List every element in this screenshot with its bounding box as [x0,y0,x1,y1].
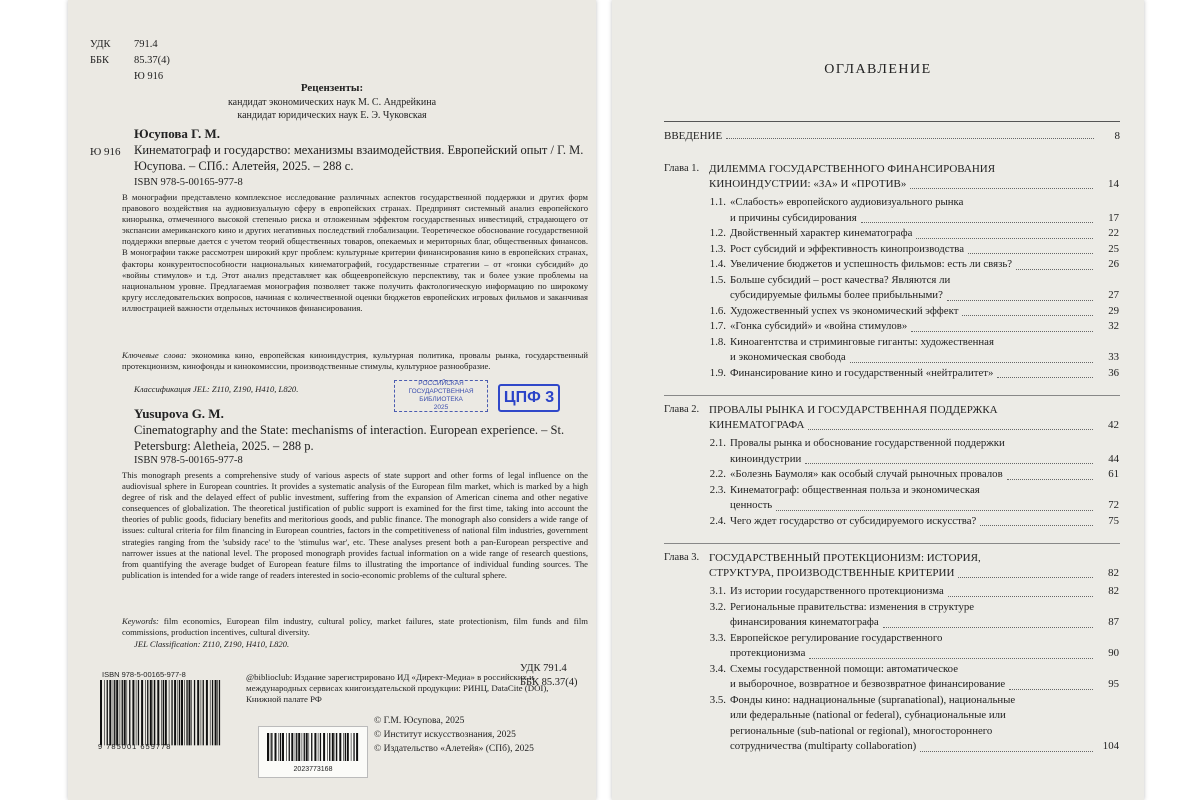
keywords-en-text: film economics, European film industry, cultural policy, market failures, state protectionism, film funds and film commissions, production incentives, cultural diversity. [122,616,588,638]
toc-item-page: 87 [1108,616,1119,628]
toc-item-title: сотрудничества (multiparty collaboration) [730,740,917,752]
leader-dots [726,130,1094,139]
leader-dots [861,211,1093,224]
toc-item-title: Больше субсидий – рост качества? Являются ли [730,273,951,286]
chapter-label: Глава 2. [664,404,700,415]
toc-item-number: 1.7. [709,320,726,332]
toc-item-page: 29 [1108,304,1119,317]
toc-item-line [709,646,1119,662]
bbk-key: ББК [90,55,110,66]
toc-item-number: 3.4. [709,662,726,675]
leader-dots [968,242,1093,255]
chapter-title-text: КИНОИНДУСТРИИ: «ЗА» И «ПРОТИВ» [709,178,907,190]
toc-item-title: Европейское регулирование государственного [730,631,943,644]
toc-item-line [709,350,1119,366]
author-ru: Юсупова Г. М. [134,126,220,141]
leader-dots [947,288,1093,301]
toc-item-line [709,242,1119,258]
toc-item-number: 1.8. [709,335,726,348]
toc-item-page: 90 [1108,647,1119,659]
toc-item-row [709,452,1119,468]
keywords-en-label: Keywords: [122,616,159,626]
toc-item-title: или федеральные (national or federal), субнациональные или [730,709,1006,721]
toc-item-row [709,242,1119,258]
copyright-author: © Г.М. Юсупова, 2025 [374,716,465,726]
toc-item-line [709,211,1119,227]
toc-item-row [709,350,1119,366]
toc-item-number: 1.6. [709,304,726,317]
toc-item-page: 44 [1108,452,1119,465]
copyright-institute: © Институт искусствознания, 2025 [374,730,516,740]
toc-item-title: Киноагентства и стриминговые гиганты: художественная [730,335,994,348]
toc-item-title: Рост субсидий и эффективность кинопроизводства [730,242,965,255]
toc-item-title: и причины субсидирования [730,211,857,224]
toc-item-page: 17 [1108,211,1119,224]
toc-item-row [709,739,1119,755]
chapter-title-line: ДИЛЕММА ГОСУДАРСТВЕННОГО ФИНАНСИРОВАНИЯ [709,163,996,175]
toc-item-line [709,724,1119,740]
toc-item-line [709,708,1119,724]
toc-item-row [709,319,1119,335]
toc-item-title: «Болезнь Баумоля» как особый случай рыночных провалов [730,468,1003,480]
toc-item-number: 1.9. [709,366,726,379]
leader-dots [920,739,1093,752]
toc-item-title: «Слабость» европейского аудиовизуального рынка [730,196,964,208]
toc-item-row [709,708,1119,724]
leader-dots [805,452,1093,465]
keywords-en [122,616,588,638]
leader-dots [808,418,1093,430]
keywords-ru-label: Ключевые слова: [122,350,187,360]
toc-item-row [709,335,1119,351]
bbk-value: 85.37(4) [134,55,170,66]
udk-block [90,37,170,85]
toc-item-text [730,514,1119,530]
toc-item-row [709,724,1119,740]
toc-item-title: Финансирование кино и государственный «нейтралитет» [730,366,994,379]
leader-dots [1007,467,1093,480]
leader-dots [911,319,1093,332]
chapter-title-line: ПРОВАЛЫ РЫНКА И ГОСУДАРСТВЕННАЯ ПОДДЕРЖКА [709,404,998,416]
toc-item-number: 1.2. [709,227,726,239]
isbn-en: ISBN 978-5-00165-977-8 [134,455,243,466]
toc-item-line [709,584,1119,600]
toc-item-text [730,646,1119,662]
leader-dots [958,566,1093,578]
leader-dots [1016,257,1093,270]
toc-item-line [709,304,1119,320]
jel-en: JEL Classification: Z110, Z190, H410, L820. [134,639,290,649]
toc-item-title: Из истории государственного протекционизма [730,585,944,597]
toc-item-number: 1.1. [709,196,726,208]
toc-item-line [709,366,1119,382]
toc-item-line [709,615,1119,631]
sticker-barcode [265,733,361,761]
leader-dots [916,226,1093,239]
toc-item-line [709,436,1119,452]
library-stamp [394,380,488,412]
keywords-ru [122,350,588,372]
toc-separator [664,543,1120,544]
toc-item-title: Региональные правительства: изменения в структуре [730,600,975,613]
toc-item-title: Художественный успех vs экономический эффект [730,304,959,317]
toc-item-number [709,211,726,227]
toc-item-number [709,288,726,304]
reviewer-1: кандидат экономических наук М. С. Андрейкина [227,97,437,108]
toc-item-row [709,677,1119,693]
toc-item-line [709,273,1119,289]
toc-item-title: Фонды кино: наднациональные (supranational), национальные [730,693,1016,706]
left-page [68,0,596,800]
chapter-title-line [709,566,1119,581]
toc-item-number [709,708,726,724]
toc-item-row [709,273,1119,289]
toc-item-text [730,242,1119,258]
toc-item-text [730,452,1119,468]
toc-item-line [709,288,1119,304]
bbk-bottom-line: ББК 85.37(4) [520,677,578,688]
chapter-title-text: КИНЕМАТОГРАФА [709,419,805,431]
copyright-publisher: © Издательство «Алетейя» (СПб), 2025 [374,744,534,754]
toc-item-title: «Гонка субсидий» и «война стимулов» [730,320,908,332]
udk-value: 791.4 [134,39,158,50]
toc-item-number [709,739,726,755]
toc-item-number [709,724,726,740]
chapter-label: Глава 1. [664,163,700,174]
chapter-page: 82 [1108,567,1119,579]
leader-dots [910,177,1093,189]
toc-item-number: 2.4. [709,514,726,527]
stamp-line: ГОСУДАРСТВЕННАЯ [408,388,474,395]
toc-item-row [709,498,1119,514]
toc-item-line [709,739,1119,755]
reviewer-2: кандидат юридических наук Е. Э. Чуковская [237,110,427,121]
toc-item-title: Схемы государственной помощи: автоматическое [730,662,959,675]
toc-item-page: 22 [1108,227,1119,239]
toc-item-line [709,335,1119,351]
annotation-ru: В монографии представлено комплексное исследование различных аспектов государственной поддержки и других форм правового воздействия на аудиовизуальную сферу в европейских странах. Предпринят системный анализ европейского кинорынка, отмеченного высокой степенью риска и отложенным эффектом государственных инвестиций, страдающего от экспансии американского кино и других негативных последствий глобализации. Теоретическое обоснование государственной поддержки впервые дается с учетом теорий общественных товаров, опекаемых и мериторных благ, общественных финансов. В монографии также рассмотрен широкий круг проблем: культурные критерии финансирования кино в европейских странах, факторы конкурентоспособности национальных кинематографий, государственные стратегии – от «гонки субсидий» до «войны стимулов» и т.д. Этот анализ представляет как общеевропейскую перспективу, так и более узкие проблемы на национальном уровне. Предлагаемая монография позволяет также получить фактологическую информацию по широкому кругу исследовательских вопросов, начиная с количественной оценки бюджетов европейских игровых фильмов и заканчивая иллюстрацией важности отдельных источников финансирования. [122,192,588,313]
toc-item-title: Кинематограф: общественная польза и экономическая [730,483,980,496]
toc-item-text [730,211,1119,227]
toc-item-number [709,452,726,468]
toc-item-number: 3.1. [709,585,726,597]
toc-item-page: 95 [1108,678,1119,690]
toc-item-number [709,615,726,631]
toc-item-line [709,514,1119,530]
toc-item-number [709,350,726,366]
toc-item-title: Двойственный характер кинематографа [730,227,913,239]
toc-item-title: региональные (sub-national or regional), многостороннего [730,724,993,737]
toc-item-row [709,483,1119,499]
toc-item-line [709,677,1119,693]
toc-item-number: 3.2. [709,600,726,613]
toc-separator [664,395,1120,396]
toc-item-text [730,288,1119,304]
toc-item-line [709,195,1119,211]
toc-item-row [709,257,1119,273]
toc-item-line [709,483,1119,499]
yu-code: Ю 916 [90,146,121,158]
toc-item-text [730,739,1119,755]
toc-item-text [730,304,1119,320]
toc-item-line [709,226,1119,242]
chapter-page: 42 [1108,419,1119,431]
toc-item-row [709,600,1119,616]
toc-item-line [709,452,1119,468]
isbn-ru: ISBN 978-5-00165-977-8 [134,177,243,188]
toc-item-title: субсидируемые фильмы более прибыльными? [730,289,943,301]
leader-dots [850,350,1093,363]
udk-row [90,37,170,53]
leader-dots [809,646,1093,659]
toc-item-title: протекционизма [730,647,806,659]
title-ru: Кинематограф и государство: механизмы взаимодействия. Европейский опыт / Г. М. Юсупова. – СПб.: Алетейя, 2025. – 288 с. [134,143,584,173]
toc-item-number: 2.1. [709,437,726,449]
toc-item-row [709,693,1119,709]
toc-item-number: 1.5. [709,273,726,286]
bbk-row [90,53,170,69]
toc-item-row [709,615,1119,631]
toc-item-text [730,257,1119,273]
toc-item-title: финансирования кинематографа [730,616,879,628]
toc-item-number: 2.2. [709,468,726,480]
toc-item-line [709,631,1119,647]
toc-item-row [709,436,1119,452]
reviewers-title: Рецензенты: [300,82,364,94]
chapter-label: Глава 3. [664,552,700,563]
toc-item-page: 72 [1108,499,1119,511]
toc-item-number: 3.5. [709,693,726,706]
leader-dots [962,304,1093,317]
library-sticker [258,726,368,778]
toc-item-page: 36 [1108,366,1119,379]
title-en: Cinematography and the State: mechanisms of interaction. European experience. – St. Petersburg: Aletheia, 2025. – 288 p. [134,423,565,453]
leader-dots [997,366,1093,379]
stamp-line: БИБЛИОТЕКА [419,396,463,403]
toc-item-row [709,195,1119,211]
toc-item-number [709,646,726,662]
toc-item-text [730,366,1119,382]
toc-item-page: 32 [1108,320,1119,332]
toc-item-number [709,677,726,693]
author-code-value: Ю 916 [134,71,164,82]
chapter-page: 14 [1108,178,1119,190]
toc-item-title: Увеличение бюджетов и успешность фильмов: есть ли связь? [730,258,1013,270]
toc-item-row [709,467,1119,483]
toc-item-page: 25 [1108,242,1119,255]
stamp-line: РОССИЙСКАЯ [418,380,464,387]
toc-item-title: и выборочное, возвратное и безвозвратное финансирование [730,678,1006,690]
toc-item-page: 33 [1108,351,1119,363]
toc-item-text [730,467,1119,483]
annotation-en: This monograph presents a comprehensive study of various aspects of state support and other forms of legal influence on the audiovisual sphere in European countries. It provides a systematic analysis of the European film market, which is marked by a high degree of risk and the delayed effect of public investment, suffering from the expansion of American cinema and other negative consequences of globalization. The theoretical justification of public support is examined for the first time, taking into account the theories of public goods, fiduciary benefits and meritorious goods, and public finance. The monograph also considers a wide range of issues: cultural criteria for film financing in European countries, factors in the competitiveness of national film industries, government strategies ranging from the 'subsidy race' to the 'stimulus war', etc. These analyses present both a pan-European perspective and narrower issues at the national level. The proposed monograph provides factual information on a wide range of research questions, from quantifying the average budget of European feature films to illustrating the importance of individual funding sources. The publication is intended for a wide range of readers interested in socio-economic problems of the cultural sphere. [122,470,588,580]
toc-item-number: 2.3. [709,483,726,496]
toc-item-row [709,631,1119,647]
toc-item-line [709,319,1119,335]
author-en: Yusupova G. M. [134,406,224,421]
toc-item-page: 75 [1108,514,1119,527]
toc-item-page: 27 [1108,289,1119,301]
leader-dots [1009,677,1093,690]
toc-item-text [730,226,1119,242]
toc-item-title: киноиндустрии [730,452,802,465]
isbn-barcode [98,680,226,750]
toc-item-line [709,257,1119,273]
toc-title: ОГЛАВЛЕНИЕ [824,62,932,77]
jel-ru: Классификация JEL: Z110, Z190, H410, L820. [134,384,299,394]
toc-item-page: 26 [1108,258,1119,270]
toc-intro [664,130,1120,142]
toc-item-page: 104 [1102,740,1119,752]
toc-rule [664,121,1120,122]
cpf-stamp: ЦПФ 3 [498,384,560,412]
toc-item-line [709,693,1119,709]
chapter-title-line [709,418,1119,433]
toc-intro-page: 8 [1114,130,1120,142]
toc-intro-title: ВВЕДЕНИЕ [664,130,723,142]
toc-item-line [709,600,1119,616]
toc-item-number: 3.3. [709,631,726,644]
stamp-line: 2025 [433,404,449,411]
toc-item-row [709,304,1119,320]
toc-item-row [709,662,1119,678]
toc-item-row [709,514,1119,530]
toc-item-text [730,584,1119,600]
barcode-number: 9 785001 659778 [98,742,172,751]
toc-item-text [730,498,1119,514]
right-page [612,0,1144,800]
leader-dots [883,615,1093,628]
toc-item-row [709,584,1119,600]
toc-item-text [730,615,1119,631]
biblioclub-note: @biblioclub: Издание зарегистрировано ИД «Директ-Медиа» в российских и международных сервисах книгоиздательской продукции: РИНЦ, DataCite (DOI), Книжной палате РФ [246,672,549,704]
toc-item-row [709,226,1119,242]
toc-item-number [709,498,726,514]
toc-item-row [709,366,1119,382]
toc-item-row [709,288,1119,304]
chapter-title-line: ГОСУДАРСТВЕННЫЙ ПРОТЕКЦИОНИЗМ: ИСТОРИЯ, [709,552,981,564]
toc-item-title: и экономическая свобода [730,351,846,363]
toc-item-text [730,350,1119,366]
toc-item-title: ценность [730,499,773,511]
udk-bottom-line: УДК 791.4 [520,663,567,674]
toc-item-row [709,211,1119,227]
toc-item-line [709,467,1119,483]
toc-item-line [709,498,1119,514]
udk-key: УДК [90,39,111,50]
toc-item-row [709,646,1119,662]
toc-item-page: 82 [1108,585,1119,597]
leader-dots [980,514,1093,527]
chapter-title-line [709,177,1119,192]
isbn-barcode-label: ISBN 978-5-00165-977-8 [102,670,186,679]
chapter-title-text: СТРУКТУРА, ПРОИЗВОДСТВЕННЫЕ КРИТЕРИИ [709,567,955,579]
leader-dots [776,498,1093,511]
toc-item-number: 1.3. [709,242,726,255]
leader-dots [948,584,1093,597]
toc-item-text [730,319,1119,335]
keywords-ru-text: экономика кино, европейская киноиндустрия, культурная политика, провалы рынка, государственный протекционизм, кинофонды и кинокомиссии, производственные стимулы, культурное разнообразие. [122,350,588,372]
toc-item-number: 1.4. [709,258,726,270]
toc-item-title: Чего ждет государство от субсидируемого искусства? [730,514,977,527]
toc-item-page: 61 [1108,468,1119,480]
sticker-number: 2023773168 [293,766,333,773]
toc-item-line [709,662,1119,678]
toc-item-text [730,677,1119,693]
toc-item-title: Провалы рынка и обоснование государственной поддержки [730,437,1005,449]
